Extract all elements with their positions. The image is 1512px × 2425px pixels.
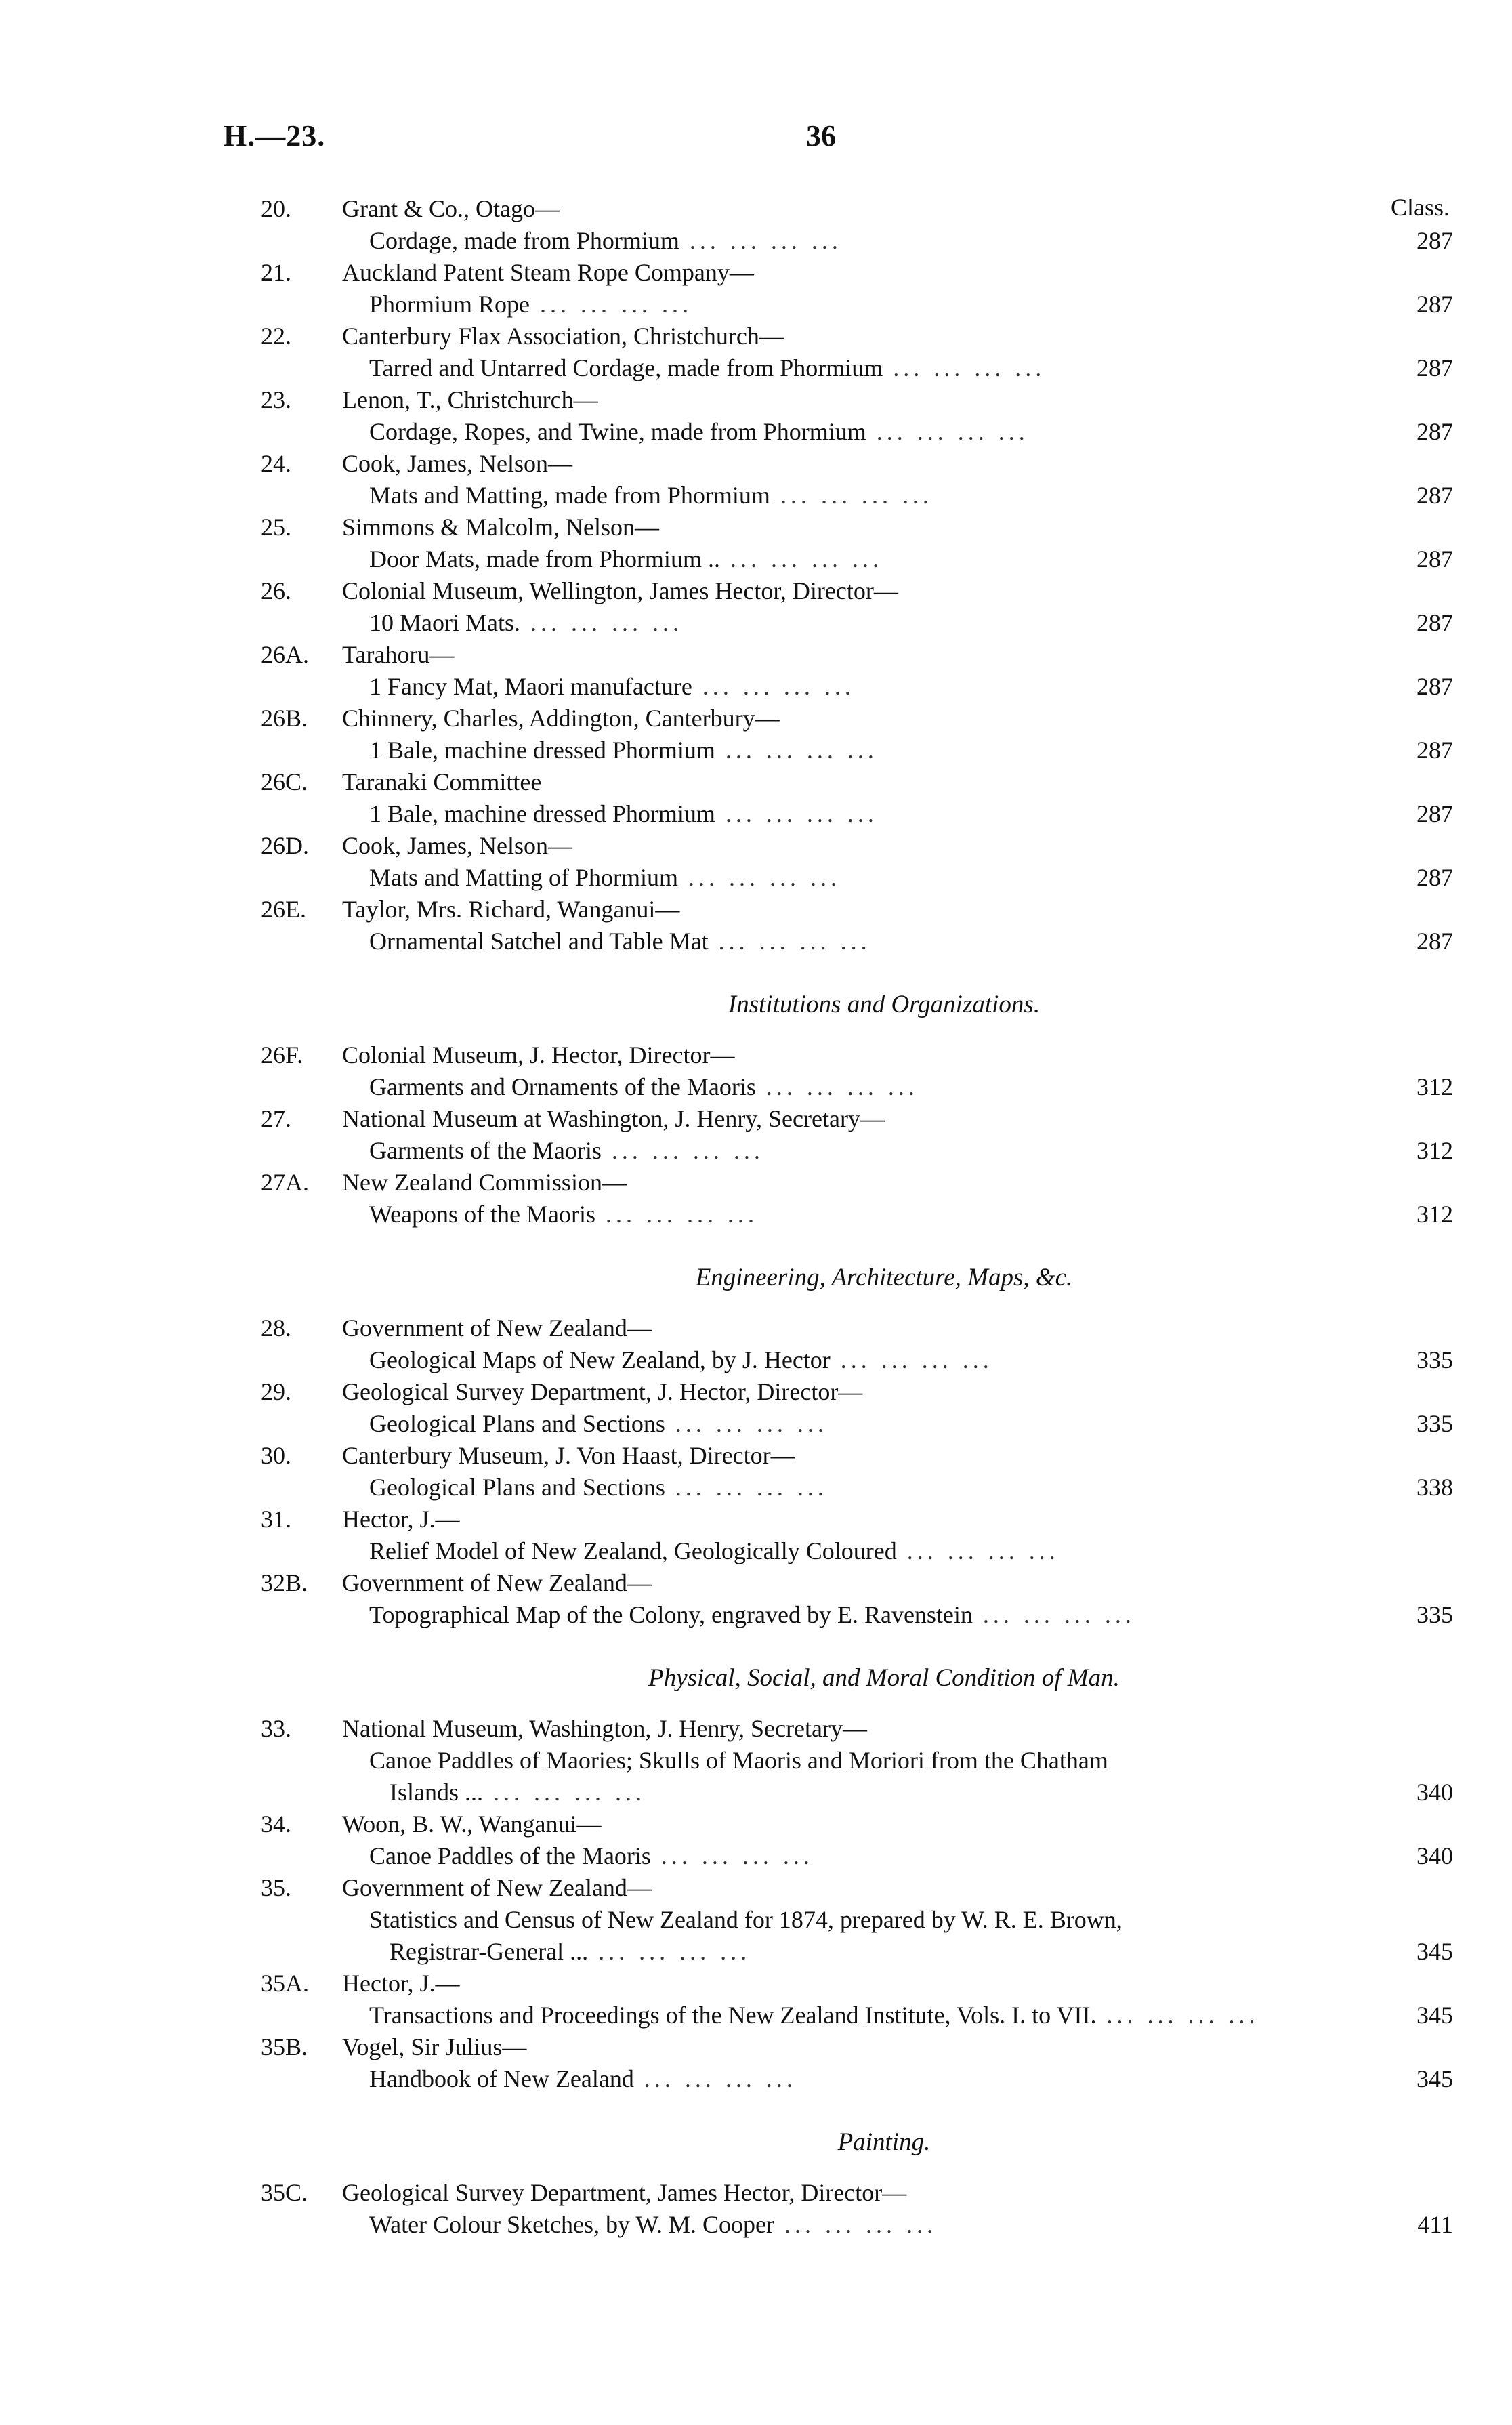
entry-number: 25.	[261, 514, 291, 541]
leader-dots: ... ... ... ...	[972, 1601, 1135, 1628]
exhibit-description: Geological Plans and Sections	[369, 1410, 665, 1437]
exhibit-description: Water Colour Sketches, by W. M. Cooper	[369, 2211, 775, 2238]
leader-dots: ... ... ... ...	[483, 1779, 646, 1806]
list-item	[261, 384, 1453, 448]
leader-dots: ... ... ... ...	[896, 1537, 1059, 1564]
leader-dots: ... ... ... ...	[650, 1842, 814, 1869]
exhibitor-name: Woon, B. W., Wanganui—	[342, 1810, 602, 1838]
exhibit-description-continued: Registrar-General ...	[390, 1938, 589, 1965]
page-header	[0, 119, 1512, 159]
exhibit-description: Phormium Rope	[369, 291, 530, 318]
entry-number: 26F.	[261, 1041, 303, 1069]
entry-number: 26C.	[261, 768, 308, 795]
exhibit-description: Relief Model of New Zealand, Geologically Coloured	[369, 1537, 897, 1564]
exhibit-description: Cordage, Ropes, and Twine, made from Phormium	[369, 418, 866, 445]
list-item	[261, 766, 1453, 830]
class-number: 287	[1416, 545, 1453, 573]
exhibitor-name: Cook, James, Nelson—	[342, 450, 572, 477]
class-number: 312	[1416, 1137, 1453, 1164]
class-number: 287	[1416, 864, 1453, 891]
class-number: 335	[1416, 1410, 1453, 1437]
exhibit-description: Cordage, made from Phormium	[369, 227, 679, 254]
paper-reference: H.—23.	[224, 119, 326, 152]
exhibitor-name: Government of New Zealand—	[342, 1874, 652, 1901]
leader-dots: ... ... ... ...	[665, 1410, 828, 1437]
exhibit-description: Ornamental Satchel and Table Mat	[369, 928, 709, 955]
leader-dots: ... ... ... ...	[677, 864, 841, 891]
entry-number: 27A.	[261, 1169, 309, 1196]
list-item	[261, 193, 1453, 257]
leader-dots: ... ... ... ...	[692, 673, 855, 700]
class-number: 338	[1416, 1474, 1453, 1501]
exhibit-description: Transactions and Proceedings of the New Zealand Institute, Vols. I. to VII.	[369, 2002, 1097, 2029]
leader-dots: ... ... ... ...	[601, 1137, 764, 1164]
exhibit-description: Garments and Ornaments of the Maoris	[369, 1073, 756, 1100]
entry-number: 22.	[261, 323, 291, 350]
leader-dots: ... ... ... ...	[520, 609, 683, 636]
entry-number: 32B.	[261, 1569, 308, 1596]
exhibit-description: 10 Maori Mats.	[369, 609, 520, 636]
list-item	[261, 1968, 1453, 2031]
exhibitor-name: Vogel, Sir Julius—	[342, 2033, 527, 2060]
class-number: 287	[1416, 737, 1453, 764]
exhibit-description: 1 Bale, machine dressed Phormium	[369, 800, 715, 827]
leader-dots: ... ... ... ...	[715, 800, 878, 827]
exhibit-description: Topographical Map of the Colony, engraved by E. Ravenstein	[369, 1601, 973, 1628]
exhibit-description: Weapons of the Maoris	[369, 1201, 596, 1228]
list-item	[261, 257, 1453, 320]
entry-number: 30.	[261, 1442, 291, 1469]
class-number: 335	[1416, 1601, 1453, 1628]
exhibitor-name: Grant & Co., Otago—	[342, 195, 560, 222]
list-item	[261, 2031, 1453, 2095]
entry-number: 35A.	[261, 1970, 309, 1997]
leader-dots: ... ... ... ...	[770, 482, 933, 509]
exhibit-description: Handbook of New Zealand	[369, 2065, 634, 2092]
class-number: 312	[1416, 1073, 1453, 1100]
exhibitor-name: Hector, J.—	[342, 1506, 460, 1533]
class-number: 287	[1416, 482, 1453, 509]
entry-number: 35.	[261, 1874, 291, 1901]
list-item	[261, 2177, 1453, 2241]
leader-dots: ... ... ... ...	[530, 291, 693, 318]
class-column-heading: Class.	[1390, 194, 1450, 221]
class-number: 345	[1416, 2002, 1453, 2029]
class-number: 287	[1416, 928, 1453, 955]
exhibit-description-continued: Islands ...	[390, 1779, 483, 1806]
leader-dots: ... ... ... ...	[1096, 2002, 1259, 2029]
exhibitor-name: Auckland Patent Steam Rope Company—	[342, 259, 754, 286]
entry-number: 35C.	[261, 2179, 308, 2206]
list-item	[261, 1567, 1453, 1631]
exhibitor-name: Government of New Zealand—	[342, 1569, 652, 1596]
exhibitor-name: Tarahoru—	[342, 641, 455, 668]
exhibitor-name: National Museum at Washington, J. Henry, Secretary—	[342, 1105, 885, 1132]
class-number: 340	[1416, 1779, 1453, 1806]
list-item	[261, 320, 1453, 384]
entry-number: 28.	[261, 1314, 291, 1342]
entry-number: 20.	[261, 195, 291, 222]
leader-dots: ... ... ... ...	[830, 1346, 993, 1373]
page-number: 36	[806, 119, 836, 152]
list-item	[261, 1376, 1453, 1440]
class-number: 312	[1416, 1201, 1453, 1228]
leader-dots: ... ... ... ...	[883, 354, 1046, 381]
exhibit-description: 1 Fancy Mat, Maori manufacture	[369, 673, 692, 700]
leader-dots: ... ... ... ...	[665, 1474, 828, 1501]
exhibitor-name: Colonial Museum, J. Hector, Director—	[342, 1041, 735, 1069]
exhibitor-name: Geological Survey Department, J. Hector, Director—	[342, 1378, 863, 1405]
exhibitor-name: National Museum, Washington, J. Henry, Secretary—	[342, 1715, 867, 1742]
list-item	[261, 894, 1453, 957]
exhibit-description: Mats and Matting, made from Phormium	[369, 482, 770, 509]
entry-number: 23.	[261, 386, 291, 413]
leader-dots: ... ... ... ...	[633, 2065, 797, 2092]
class-number: 345	[1416, 1938, 1453, 1965]
entry-number: 26D.	[261, 832, 309, 859]
exhibit-description: Canoe Paddles of Maories; Skulls of Maoris and Moriori from the Chatham	[369, 1747, 1108, 1774]
entry-number: 26.	[261, 577, 291, 604]
exhibit-description: Geological Plans and Sections	[369, 1474, 665, 1501]
exhibit-description: Canoe Paddles of the Maoris	[369, 1842, 651, 1869]
list-item	[261, 448, 1453, 512]
list-item	[261, 1504, 1453, 1567]
entry-number: 27.	[261, 1105, 291, 1132]
exhibitor-name: Simmons & Malcolm, Nelson—	[342, 514, 659, 541]
class-number: 345	[1416, 2065, 1453, 2092]
leader-dots: ... ... ... ...	[719, 545, 883, 573]
section-heading: Institutions and Organizations.	[728, 991, 1041, 1018]
leader-dots: ... ... ... ...	[715, 737, 878, 764]
exhibitor-name: New Zealand Commission—	[342, 1169, 627, 1196]
list-item	[261, 703, 1453, 766]
exhibitor-name: Cook, James, Nelson—	[342, 832, 572, 859]
exhibit-description: Door Mats, made from Phormium ..	[369, 545, 720, 573]
list-item	[261, 512, 1453, 575]
entry-number: 26B.	[261, 705, 308, 732]
list-item	[261, 1440, 1453, 1504]
class-number: 335	[1416, 1346, 1453, 1373]
leader-dots: ... ... ... ...	[755, 1073, 919, 1100]
class-number: 287	[1416, 227, 1453, 254]
list-item	[261, 1103, 1453, 1167]
entry-number: 34.	[261, 1810, 291, 1838]
leader-dots: ... ... ... ...	[595, 1201, 759, 1228]
exhibitor-name: Colonial Museum, Wellington, James Hector, Director—	[342, 577, 898, 604]
exhibit-description: Statistics and Census of New Zealand for 1874, prepared by W. R. E. Brown,	[369, 1906, 1122, 1933]
exhibit-description: Mats and Matting of Phormium	[369, 864, 678, 891]
entry-number: 24.	[261, 450, 291, 477]
exhibitor-name: Canterbury Flax Association, Christchurch—	[342, 323, 784, 350]
list-item	[261, 1312, 1453, 1376]
entry-number: 29.	[261, 1378, 291, 1405]
leader-dots: ... ... ... ...	[679, 227, 842, 254]
list-item	[261, 1872, 1453, 1968]
leader-dots: ... ... ... ...	[866, 418, 1029, 445]
class-number: 287	[1416, 291, 1453, 318]
exhibit-description: Garments of the Maoris	[369, 1137, 602, 1164]
class-number: 411	[1417, 2211, 1453, 2238]
exhibit-description: Geological Maps of New Zealand, by J. Hector	[369, 1346, 831, 1373]
entry-number: 26E.	[261, 896, 306, 923]
exhibitor-name: Government of New Zealand—	[342, 1314, 652, 1342]
class-number: 287	[1416, 418, 1453, 445]
list-item	[261, 1167, 1453, 1230]
exhibit-list	[261, 193, 1453, 2241]
list-item	[261, 575, 1453, 639]
list-item	[261, 1808, 1453, 1872]
exhibitor-name: Taylor, Mrs. Richard, Wanganui—	[342, 896, 680, 923]
list-item	[261, 1713, 1453, 1808]
exhibitor-name: Geological Survey Department, James Hector, Director—	[342, 2179, 907, 2206]
section-heading: Painting.	[837, 2128, 931, 2156]
entry-number: 31.	[261, 1506, 291, 1533]
entry-number: 33.	[261, 1715, 291, 1742]
section-heading: Engineering, Architecture, Maps, &c.	[695, 1264, 1073, 1291]
class-number: 287	[1416, 800, 1453, 827]
entry-number: 35B.	[261, 2033, 308, 2060]
list-item	[261, 830, 1453, 894]
exhibitor-name: Canterbury Museum, J. Von Haast, Director—	[342, 1442, 795, 1469]
exhibitor-name: Taranaki Committee	[342, 768, 542, 795]
leader-dots: ... ... ... ...	[774, 2211, 938, 2238]
class-number: 340	[1416, 1842, 1453, 1869]
exhibitor-name: Chinnery, Charles, Addington, Canterbury—	[342, 705, 780, 732]
list-item	[261, 1039, 1453, 1103]
leader-dots: ... ... ... ...	[708, 928, 871, 955]
exhibit-description: 1 Bale, machine dressed Phormium	[369, 737, 715, 764]
leader-dots: ... ... ... ...	[588, 1938, 751, 1965]
exhibitor-name: Hector, J.—	[342, 1970, 460, 1997]
list-item	[261, 639, 1453, 703]
exhibit-description: Tarred and Untarred Cordage, made from Phormium	[369, 354, 883, 381]
class-number: 287	[1416, 609, 1453, 636]
class-number: 287	[1416, 354, 1453, 381]
entry-number: 21.	[261, 259, 291, 286]
class-number: 287	[1416, 673, 1453, 700]
exhibitor-name: Lenon, T., Christchurch—	[342, 386, 598, 413]
entry-number: 26A.	[261, 641, 309, 668]
section-heading: Physical, Social, and Moral Condition of Man.	[648, 1664, 1120, 1692]
